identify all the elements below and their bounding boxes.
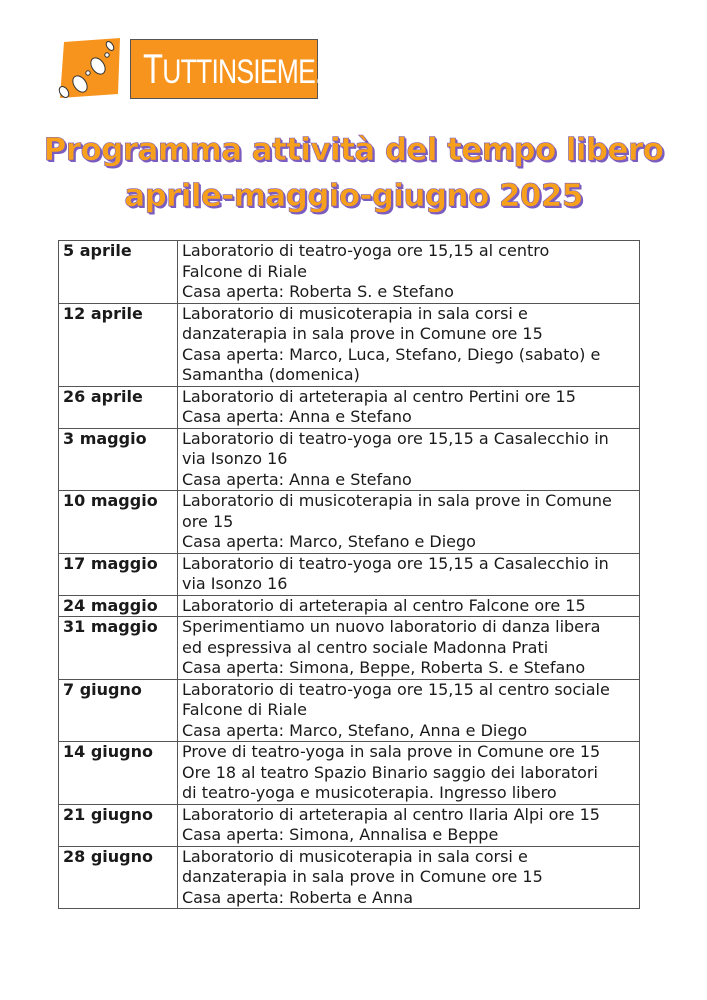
activity-line: Falcone di Riale [182, 700, 307, 719]
activity-line: Falcone di Riale [182, 261, 307, 281]
activity-line: di teatro-yoga e musicoterapia. Ingresso libero [182, 783, 557, 802]
activity-line: Laboratorio di musicoterapia in sala corsi e [182, 303, 528, 323]
activity-line: Laboratorio di arteterapia al centro Pertini ore 15 [182, 386, 576, 406]
table-row [59, 804, 640, 846]
activity-line: Sperimentiamo un nuovo laboratorio di danza libera [182, 617, 601, 636]
date-cell: 10 maggio [59, 491, 178, 554]
activity-line: Laboratorio di arteterapia al centro Ilaria Alpi ore 15 [182, 804, 600, 824]
activity-cell [178, 553, 640, 595]
activity-line: Laboratorio di teatro-yoga ore 15,15 a Casalecchio in [182, 428, 609, 448]
date-cell: 14 giugno [59, 742, 178, 805]
table-row [59, 595, 640, 617]
activity-cell [178, 386, 640, 428]
activity-cell [178, 846, 640, 909]
activity-line: Casa aperta: Anna e Stefano [182, 469, 412, 489]
activity-cell [178, 428, 640, 491]
table-row [59, 553, 640, 595]
activity-line: Laboratorio di teatro-yoga ore 15,15 al centro [182, 241, 550, 260]
activity-cell [178, 804, 640, 846]
activity-line: danzaterapia in sala prove in Comune ore 15 [182, 324, 543, 343]
activity-line: Laboratorio di musicoterapia in sala corsi e [182, 846, 528, 866]
activity-line: Laboratorio di musicoterapia in sala prove in Comune [182, 491, 612, 510]
table-row [59, 617, 640, 680]
activity-line: Casa aperta: Marco, Luca, Stefano, Diego (sabato) e [182, 344, 601, 364]
page-title: Programma attività del tempo libero [43, 132, 664, 168]
logo-banner [130, 39, 335, 99]
activity-line: Prove di teatro-yoga in sala prove in Comune ore 15 [182, 742, 601, 761]
activity-line: ed espressiva al centro sociale Madonna Prati [182, 637, 549, 657]
activity-cell [178, 742, 640, 805]
activity-line: ore 15 [182, 511, 234, 531]
date-cell: 5 aprile [59, 241, 178, 304]
table-row [59, 491, 640, 554]
logo-text: TUTTINSIEME... [143, 45, 335, 92]
table-row [59, 241, 640, 304]
activity-line: Laboratorio di arteterapia al centro Falcone ore 15 [182, 595, 586, 615]
date-cell: 31 maggio [59, 617, 178, 680]
table-row [59, 386, 640, 428]
table-row [59, 303, 640, 386]
activity-line: Casa aperta: Marco, Stefano, Anna e Diego [182, 720, 528, 740]
activity-line: Casa aperta: Anna e Stefano [182, 407, 412, 426]
activity-line: Casa aperta: Simona, Beppe, Roberta S. e Stefano [182, 658, 586, 677]
date-cell: 24 maggio [59, 595, 178, 617]
activity-cell [178, 241, 640, 304]
footprints-logo-icon [50, 36, 122, 100]
date-cell: 7 giugno [59, 679, 178, 742]
date-cell: 12 aprile [59, 303, 178, 386]
activity-line: Laboratorio di teatro-yoga ore 15,15 al centro sociale [182, 679, 610, 699]
date-cell: 21 giugno [59, 804, 178, 846]
table-row [59, 679, 640, 742]
activity-cell [178, 303, 640, 386]
activity-line: Samantha (domenica) [182, 365, 360, 384]
activity-line: Casa aperta: Roberta S. e Stefano [182, 282, 454, 301]
date-cell: 17 maggio [59, 553, 178, 595]
activity-line: Ore 18 al teatro Spazio Binario saggio dei laboratori [182, 762, 598, 782]
activity-line: Casa aperta: Marco, Stefano e Diego [182, 532, 476, 551]
activity-cell [178, 595, 640, 617]
activity-cell [178, 617, 640, 680]
table-row [59, 742, 640, 805]
activity-cell [178, 679, 640, 742]
activity-line: via Isonzo 16 [182, 449, 288, 468]
schedule-table [58, 240, 640, 909]
activity-cell [178, 491, 640, 554]
table-row [59, 846, 640, 909]
table-row [59, 428, 640, 491]
activity-line: via Isonzo 16 [182, 574, 288, 593]
activity-line: Laboratorio di teatro-yoga ore 15,15 a Casalecchio in [182, 553, 609, 573]
activity-line: Casa aperta: Simona, Annalisa e Beppe [182, 825, 499, 844]
page-subtitle: aprile-maggio-giugno 2025 [124, 178, 583, 214]
activity-line: danzaterapia in sala prove in Comune ore 15 [182, 867, 543, 886]
date-cell: 3 maggio [59, 428, 178, 491]
date-cell: 26 aprile [59, 386, 178, 428]
activity-line: Casa aperta: Roberta e Anna [182, 887, 414, 907]
date-cell: 28 giugno [59, 846, 178, 909]
